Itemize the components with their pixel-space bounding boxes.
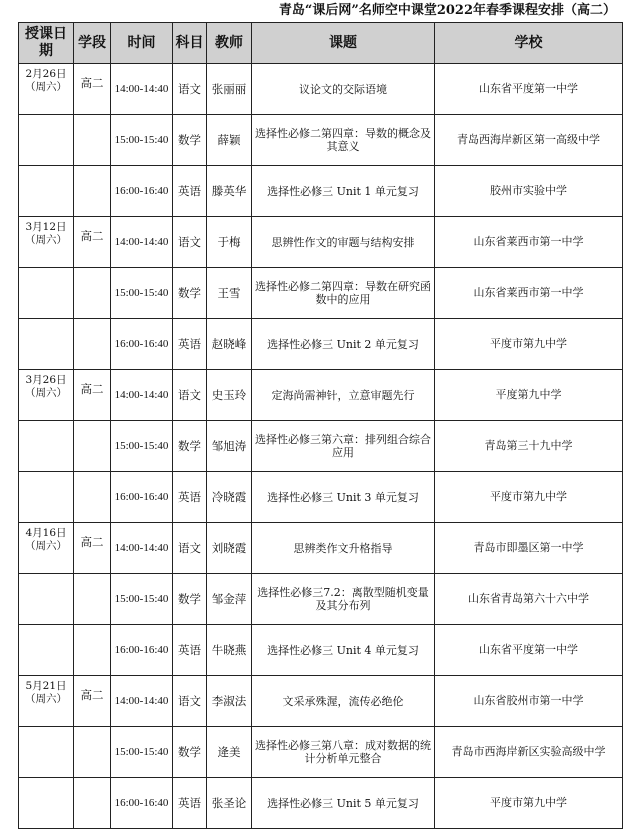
time-cell: 16:00-16:40 (111, 166, 173, 217)
subject-cell: 语文 (173, 217, 207, 268)
date-cell (19, 472, 74, 523)
subject-cell: 英语 (173, 778, 207, 829)
school-cell: 山东省莱西市第一中学 (435, 268, 623, 319)
date-cell: 2月26日（周六） (19, 64, 74, 115)
topic-cell: 选择性必修三 Unit 2 单元复习 (252, 319, 435, 370)
subject-cell: 英语 (173, 472, 207, 523)
table-row (19, 523, 623, 574)
subject-cell: 数学 (173, 115, 207, 166)
table-row (19, 574, 623, 625)
subject-cell: 英语 (173, 166, 207, 217)
time-cell: 15:00-15:40 (111, 115, 173, 166)
grade-cell: 高二 (74, 523, 111, 574)
header-school: 学校 (435, 23, 623, 64)
date-cell (19, 319, 74, 370)
teacher-cell: 薛颖 (207, 115, 252, 166)
topic-cell: 选择性必修三 Unit 3 单元复习 (252, 472, 435, 523)
topic-cell: 选择性必修三第六章：排列组合综合应用 (252, 421, 435, 472)
time-cell: 16:00-16:40 (111, 319, 173, 370)
document-title: 青岛“课后网”名师空中课堂2022年春季课程安排（高二） (278, 3, 616, 18)
subject-cell: 语文 (173, 676, 207, 727)
school-cell: 青岛市西海岸新区实验高级中学 (435, 727, 623, 778)
grade-cell: 高二 (74, 64, 111, 115)
schedule-table (18, 22, 623, 829)
date-cell (19, 574, 74, 625)
table-row (19, 166, 623, 217)
teacher-cell: 张圣论 (207, 778, 252, 829)
date-cell (19, 115, 74, 166)
teacher-cell: 滕英华 (207, 166, 252, 217)
time-cell: 16:00-16:40 (111, 625, 173, 676)
time-cell: 15:00-15:40 (111, 727, 173, 778)
header-grade: 学段 (74, 23, 111, 64)
header-subject: 科目 (173, 23, 207, 64)
time-cell: 16:00-16:40 (111, 472, 173, 523)
subject-cell: 数学 (173, 574, 207, 625)
topic-cell: 议论文的交际语境 (252, 64, 435, 115)
subject-cell: 英语 (173, 625, 207, 676)
school-cell: 山东省平度第一中学 (435, 64, 623, 115)
grade-cell (74, 319, 111, 370)
topic-cell: 选择性必修三 Unit 1 单元复习 (252, 166, 435, 217)
teacher-cell: 赵晓峰 (207, 319, 252, 370)
school-cell: 青岛市即墨区第一中学 (435, 523, 623, 574)
time-cell: 15:00-15:40 (111, 268, 173, 319)
time-cell: 15:00-15:40 (111, 574, 173, 625)
teacher-cell: 邹金萍 (207, 574, 252, 625)
teacher-cell: 邹旭涛 (207, 421, 252, 472)
table-row (19, 778, 623, 829)
table-row (19, 64, 623, 115)
teacher-cell: 于梅 (207, 217, 252, 268)
topic-cell: 定海尚需神针，立意审题先行 (252, 370, 435, 421)
date-cell: 5月21日（周六） (19, 676, 74, 727)
subject-cell: 语文 (173, 523, 207, 574)
subject-cell: 语文 (173, 64, 207, 115)
header-topic: 课题 (252, 23, 435, 64)
teacher-cell: 冷晓霞 (207, 472, 252, 523)
date-cell: 4月16日（周六） (19, 523, 74, 574)
subject-cell: 语文 (173, 370, 207, 421)
teacher-cell: 史玉玲 (207, 370, 252, 421)
grade-cell: 高二 (74, 370, 111, 421)
school-cell: 山东省平度第一中学 (435, 625, 623, 676)
subject-cell: 英语 (173, 319, 207, 370)
subject-cell: 数学 (173, 421, 207, 472)
header-row (19, 23, 623, 64)
school-cell: 平度第九中学 (435, 370, 623, 421)
subject-cell: 数学 (173, 268, 207, 319)
teacher-cell: 张丽丽 (207, 64, 252, 115)
time-cell: 14:00-14:40 (111, 217, 173, 268)
topic-cell: 选择性必修三 Unit 5 单元复习 (252, 778, 435, 829)
topic-cell: 思辨性作文的审题与结构安排 (252, 217, 435, 268)
date-cell (19, 166, 74, 217)
grade-cell (74, 727, 111, 778)
time-cell: 14:00-14:40 (111, 370, 173, 421)
school-cell: 平度市第九中学 (435, 472, 623, 523)
topic-cell: 选择性必修三7.2：离散型随机变量及其分布列 (252, 574, 435, 625)
header-date: 授课日期 (19, 23, 74, 64)
grade-cell (74, 166, 111, 217)
date-cell (19, 268, 74, 319)
school-cell: 平度市第九中学 (435, 778, 623, 829)
table-row (19, 676, 623, 727)
table-row (19, 472, 623, 523)
grade-cell (74, 574, 111, 625)
grade-cell (74, 421, 111, 472)
header-teacher: 教师 (207, 23, 252, 64)
grade-cell (74, 472, 111, 523)
table-row (19, 319, 623, 370)
school-cell: 山东省青岛第六十六中学 (435, 574, 623, 625)
school-cell: 胶州市实验中学 (435, 166, 623, 217)
grade-cell: 高二 (74, 676, 111, 727)
table-row (19, 217, 623, 268)
table-row (19, 727, 623, 778)
time-cell: 14:00-14:40 (111, 523, 173, 574)
date-cell (19, 727, 74, 778)
grade-cell (74, 778, 111, 829)
date-cell (19, 778, 74, 829)
date-cell: 3月12日（周六） (19, 217, 74, 268)
school-cell: 山东省莱西市第一中学 (435, 217, 623, 268)
topic-cell: 选择性必修二第四章：导数的概念及其意义 (252, 115, 435, 166)
teacher-cell: 王雪 (207, 268, 252, 319)
school-cell: 平度市第九中学 (435, 319, 623, 370)
table-row (19, 370, 623, 421)
school-cell: 山东省胶州市第一中学 (435, 676, 623, 727)
header-time: 时间 (111, 23, 173, 64)
teacher-cell: 牛晓燕 (207, 625, 252, 676)
date-cell: 3月26日（周六） (19, 370, 74, 421)
teacher-cell: 李淑法 (207, 676, 252, 727)
topic-cell: 选择性必修三 Unit 4 单元复习 (252, 625, 435, 676)
time-cell: 14:00-14:40 (111, 64, 173, 115)
teacher-cell: 逄美 (207, 727, 252, 778)
table-row (19, 115, 623, 166)
time-cell: 15:00-15:40 (111, 421, 173, 472)
teacher-cell: 刘晓霞 (207, 523, 252, 574)
table-row (19, 268, 623, 319)
school-cell: 青岛第三十九中学 (435, 421, 623, 472)
time-cell: 14:00-14:40 (111, 676, 173, 727)
grade-cell (74, 115, 111, 166)
school-cell: 青岛西海岸新区第一高级中学 (435, 115, 623, 166)
time-cell: 16:00-16:40 (111, 778, 173, 829)
table-row (19, 421, 623, 472)
topic-cell: 选择性必修二第四章：导数在研究函数中的应用 (252, 268, 435, 319)
grade-cell: 高二 (74, 217, 111, 268)
subject-cell: 数学 (173, 727, 207, 778)
grade-cell (74, 268, 111, 319)
topic-cell: 选择性必修三第八章：成对数据的统计分析单元整合 (252, 727, 435, 778)
topic-cell: 思辨类作文升格指导 (252, 523, 435, 574)
date-cell (19, 421, 74, 472)
topic-cell: 文采承殊渥，流传必绝伦 (252, 676, 435, 727)
